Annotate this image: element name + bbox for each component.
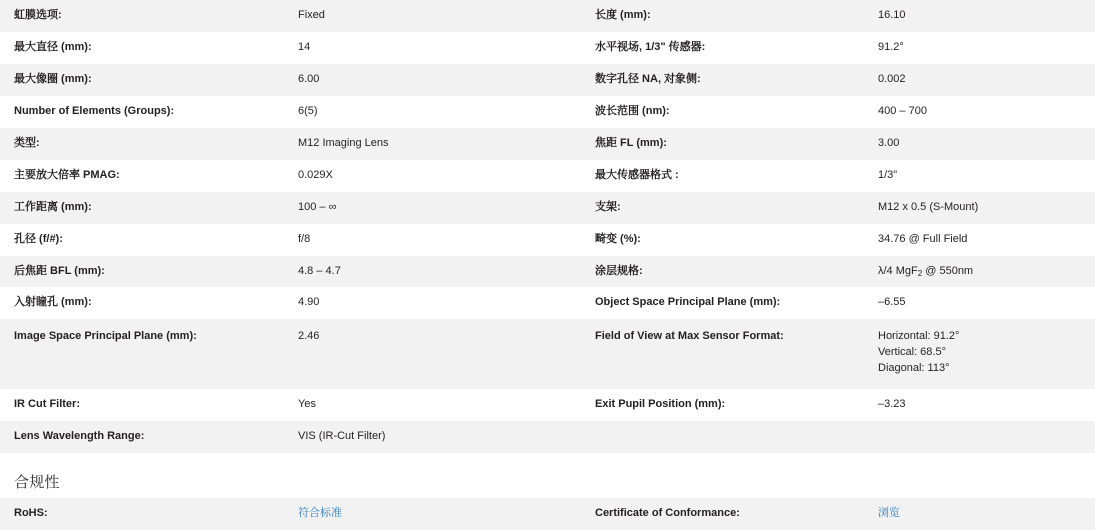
spec-value: 1/3" (868, 160, 1095, 192)
spec-value: –6.55 (868, 287, 1095, 319)
spec-value: 16.10 (868, 0, 1095, 32)
spec-label: IR Cut Filter: (0, 389, 284, 421)
spec-value: Yes (284, 389, 585, 421)
coating-spec-text: λ/4 MgF$_2$ @ 550nm (878, 264, 974, 278)
spec-label: 水平视场, 1/3" 传感器: (585, 32, 868, 64)
spec-value: M12 x 0.5 (S-Mount) (868, 192, 1095, 224)
spec-label: Number of Elements (Groups): (0, 96, 284, 128)
spec-label: Field of View at Max Sensor Format: (585, 319, 868, 389)
fov-vertical: Vertical: 68.5° (878, 346, 946, 359)
spec-value-fov (868, 319, 1095, 389)
spec-value: 0.002 (868, 64, 1095, 96)
spec-value: Fixed (284, 0, 585, 32)
table-row (0, 160, 1095, 192)
spec-value: 34.76 @ Full Field (868, 224, 1095, 256)
spec-label: 孔径 (f/#): (0, 224, 284, 256)
compliance-body (0, 498, 1095, 530)
table-row (0, 256, 1095, 288)
spec-value: 2.46 (284, 319, 585, 389)
rohs-value (284, 498, 585, 530)
table-row (0, 32, 1095, 64)
spec-value-coating (868, 256, 1095, 288)
spec-label: 畸变 (%): (585, 224, 868, 256)
spec-label: 焦距 FL (mm): (585, 128, 868, 160)
table-row (0, 128, 1095, 160)
spec-value (868, 421, 1095, 453)
spec-value: 6.00 (284, 64, 585, 96)
spec-value: M12 Imaging Lens (284, 128, 585, 160)
table-row (0, 0, 1095, 32)
table-row (0, 498, 1095, 530)
spec-label: 最大像圈 (mm): (0, 64, 284, 96)
spec-value: 4.90 (284, 287, 585, 319)
spec-value: 91.2° (868, 32, 1095, 64)
coc-label: Certificate of Conformance: (585, 498, 868, 530)
spec-label: 数字孔径 NA, 对象侧: (585, 64, 868, 96)
spec-label: 涂层规格: (585, 256, 868, 288)
spec-value: –3.23 (868, 389, 1095, 421)
compliance-table (0, 498, 1095, 530)
spec-label: 类型: (0, 128, 284, 160)
compliance-heading: 合规性 (14, 474, 60, 492)
spec-label: 最大直径 (mm): (0, 32, 284, 64)
spec-value: 0.029X (284, 160, 585, 192)
table-row (0, 96, 1095, 128)
spec-label: 长度 (mm): (585, 0, 868, 32)
table-row (0, 192, 1095, 224)
spec-label: Lens Wavelength Range: (0, 421, 284, 453)
spec-label: 入射瞳孔 (mm): (0, 287, 284, 319)
spec-value: f/8 (284, 224, 585, 256)
spec-label: 最大传感器格式 : (585, 160, 868, 192)
spec-value: 6(5) (284, 96, 585, 128)
coc-view-link[interactable]: 浏览 (878, 507, 900, 520)
table-row (0, 421, 1095, 453)
table-row (0, 224, 1095, 256)
table-row (0, 389, 1095, 421)
rohs-compliant-link[interactable]: 符合标准 (298, 507, 342, 520)
spec-label: 工作距离 (mm): (0, 192, 284, 224)
rohs-label: RoHS: (0, 498, 284, 530)
spec-label: Object Space Principal Plane (mm): (585, 287, 868, 319)
fov-diagonal: Diagonal: 113° (878, 362, 950, 375)
spec-value: VIS (IR-Cut Filter) (284, 421, 585, 453)
spec-label: 主要放大倍率 PMAG: (0, 160, 284, 192)
spec-value: 3.00 (868, 128, 1095, 160)
spec-label: 支架: (585, 192, 868, 224)
spec-label: 虹膜选项: (0, 0, 284, 32)
table-row (0, 319, 1095, 389)
spec-value: 400 – 700 (868, 96, 1095, 128)
spec-label (585, 421, 868, 453)
table-row (0, 287, 1095, 319)
spec-label: Exit Pupil Position (mm): (585, 389, 868, 421)
coc-value (868, 498, 1095, 530)
spec-value: 14 (284, 32, 585, 64)
table-row (0, 64, 1095, 96)
spec-label: 波长范围 (nm): (585, 96, 868, 128)
spec-label: 后焦距 BFL (mm): (0, 256, 284, 288)
spec-label: Image Space Principal Plane (mm): (0, 319, 284, 389)
spec-value: 4.8 – 4.7 (284, 256, 585, 288)
spec-value: 100 – ∞ (284, 192, 585, 224)
fov-horizontal: Horizontal: 91.2° (878, 330, 960, 343)
